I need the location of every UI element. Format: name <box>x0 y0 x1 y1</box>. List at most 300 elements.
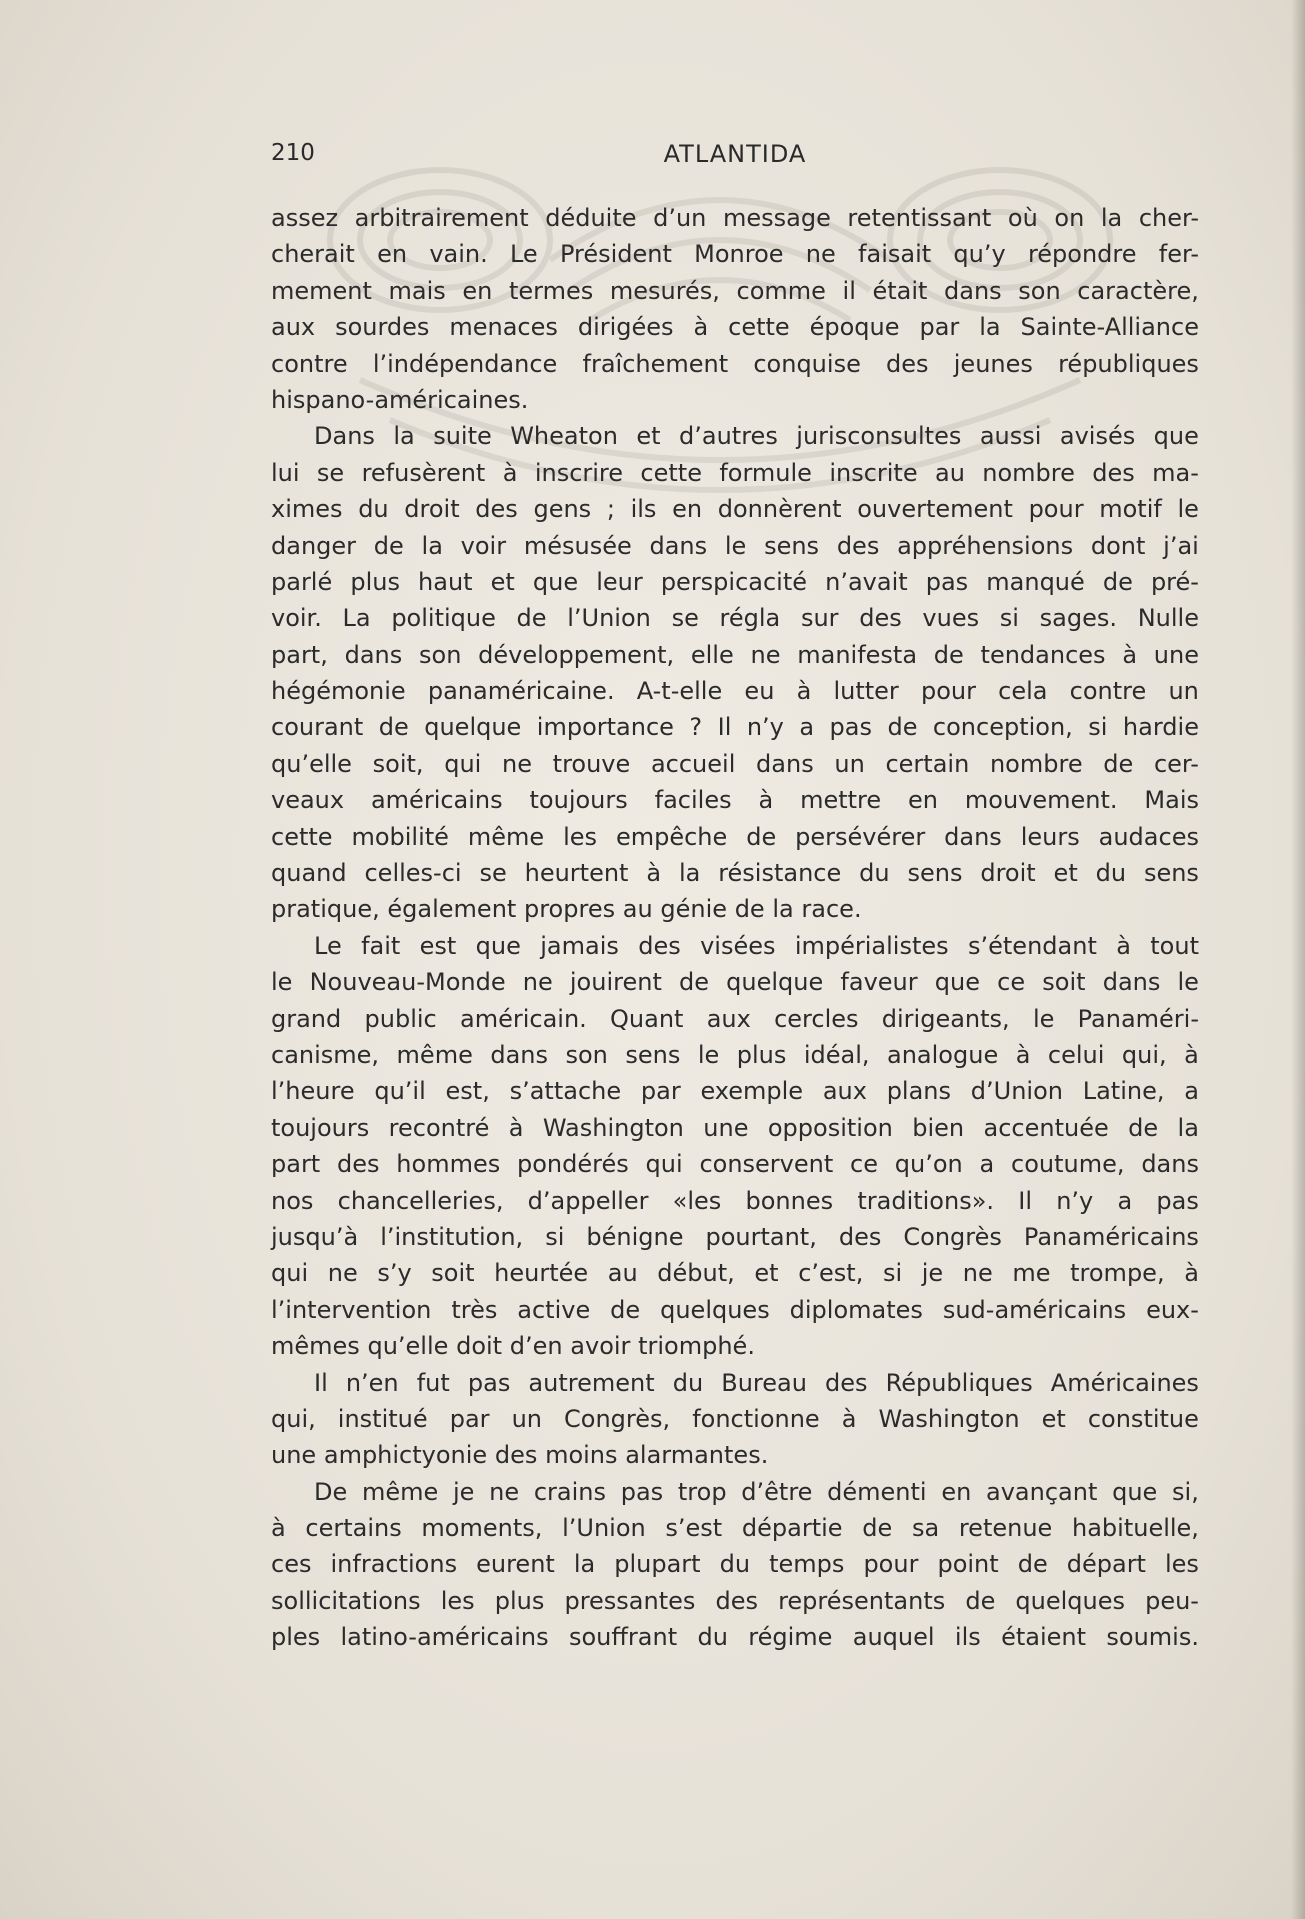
word: politique <box>391 604 496 633</box>
word: Il <box>717 713 732 742</box>
word: s’attache <box>509 1077 622 1106</box>
word: américain. <box>459 1004 587 1033</box>
word: crains <box>533 1477 606 1506</box>
word: conception, <box>932 713 1073 742</box>
word: si <box>999 604 1019 633</box>
word: au <box>607 1259 638 1288</box>
word: pratique, <box>271 895 380 924</box>
word: autrement <box>528 1368 655 1397</box>
word: sourdes <box>335 313 430 342</box>
word: refusèrent <box>361 458 486 487</box>
word: exemple <box>700 1077 804 1106</box>
word: accueil <box>650 749 736 778</box>
word: sens <box>1143 859 1199 888</box>
text-line <box>271 1219 1199 1255</box>
body-text <box>271 200 1199 1656</box>
word: danger <box>271 531 357 560</box>
word: début, <box>657 1259 735 1288</box>
word: ouvertement <box>857 495 1013 524</box>
word: fraîchement <box>582 349 729 378</box>
word: que <box>475 931 521 960</box>
word: eu <box>744 677 775 706</box>
word: pas <box>1156 1186 1199 1215</box>
word: répondre <box>1027 240 1137 269</box>
word: étaient <box>1001 1623 1087 1652</box>
word: empêche <box>615 822 728 851</box>
word: plans <box>886 1077 952 1106</box>
word: dans <box>649 531 708 560</box>
word: d’Union <box>970 1077 1063 1106</box>
word: plus <box>350 567 400 596</box>
word: pondérés <box>517 1150 629 1179</box>
word: de <box>734 895 765 924</box>
word: bénigne <box>586 1222 684 1251</box>
text-line <box>271 1146 1199 1182</box>
word: l’indépendance <box>372 349 558 378</box>
word: Républiques <box>885 1368 1033 1397</box>
word: il <box>842 276 856 305</box>
word: hispano-américaines. <box>271 385 529 414</box>
word: comme <box>736 276 826 305</box>
word: que <box>532 567 579 596</box>
word: la <box>1177 1113 1199 1142</box>
word: si <box>1088 713 1108 742</box>
word: perspicacité <box>660 567 808 596</box>
word: Président <box>559 240 672 269</box>
word: celui <box>1047 1040 1105 1069</box>
word: mettre <box>800 786 882 815</box>
word: fer- <box>1158 240 1199 269</box>
word: leurs <box>1020 822 1080 851</box>
word: quelque <box>726 968 824 997</box>
word: nos <box>271 1186 314 1215</box>
word: d’appeller <box>527 1186 649 1215</box>
word: cette <box>271 822 333 851</box>
word: Bureau <box>721 1368 807 1397</box>
word: de <box>1128 1113 1159 1142</box>
word: républiques <box>1058 349 1199 378</box>
word: d’autres <box>679 422 778 451</box>
word: époque <box>809 313 900 342</box>
word: les <box>1165 1550 1199 1579</box>
word: on <box>1054 204 1085 232</box>
page-number: 210 <box>271 140 315 166</box>
word: de <box>378 713 409 742</box>
word: c’est, <box>798 1259 864 1288</box>
word: audaces <box>1098 822 1199 851</box>
word: à <box>271 1514 286 1543</box>
word: race. <box>801 895 862 924</box>
word: mement <box>271 276 372 305</box>
word: départ <box>1066 1550 1146 1579</box>
word: plus <box>494 1586 545 1615</box>
word: de <box>679 968 710 997</box>
word: des <box>886 349 929 378</box>
word: public <box>364 1004 437 1033</box>
text-line <box>271 382 1199 418</box>
word: dirigées <box>577 313 674 342</box>
word: avançant <box>986 1477 1098 1506</box>
word: parlé <box>271 567 333 596</box>
word: La <box>342 604 371 633</box>
word: point <box>937 1550 999 1579</box>
word: contre <box>1069 677 1147 706</box>
word: Le <box>509 240 538 269</box>
word: qui <box>271 1259 309 1288</box>
text-line <box>271 746 1199 782</box>
word: retenue <box>958 1514 1053 1543</box>
word: en <box>908 786 939 815</box>
word: s’étendant <box>968 931 1097 960</box>
word: inscrite <box>829 458 918 487</box>
word: jeunes <box>953 349 1033 378</box>
word: des <box>825 1368 868 1397</box>
word: qu’il <box>374 1077 426 1106</box>
text-line <box>271 528 1199 564</box>
word: des <box>1092 458 1135 487</box>
word: des <box>494 1441 538 1470</box>
word: en <box>462 276 493 305</box>
word: n’en <box>345 1368 399 1397</box>
word: manifesta <box>797 640 918 669</box>
word: faciles <box>654 786 732 815</box>
word: sud-américains <box>942 1295 1127 1324</box>
word: a <box>799 713 815 742</box>
word: habituelle, <box>1072 1514 1199 1543</box>
word: analogue <box>887 1040 999 1069</box>
word: la <box>772 895 794 924</box>
word: sa <box>911 1514 940 1543</box>
word: un <box>834 749 865 778</box>
word: Wheaton <box>510 422 618 451</box>
word: vain. <box>429 240 488 269</box>
word: qu’elle <box>367 1332 449 1361</box>
word: son <box>419 640 462 669</box>
word: alarmantes. <box>625 1441 769 1470</box>
word: hommes <box>396 1150 501 1179</box>
word: Sainte-Alliance <box>1020 313 1199 342</box>
word: toujours <box>529 786 628 815</box>
word: ne <box>962 1259 993 1288</box>
word: eux- <box>1146 1295 1199 1324</box>
page-edge-shadow <box>1291 0 1305 1919</box>
word: la <box>393 422 415 451</box>
word: pas <box>829 713 872 742</box>
word: de <box>862 1514 893 1543</box>
word: de <box>373 531 404 560</box>
word: arbitrairement <box>354 204 529 232</box>
word: d’en <box>509 1332 563 1361</box>
word: cer- <box>1153 749 1199 778</box>
word: courant <box>271 713 364 742</box>
word: de <box>1102 567 1133 596</box>
word: à <box>841 1404 857 1433</box>
word: caractère, <box>1077 276 1199 305</box>
word: l’Union <box>562 1514 646 1543</box>
word: ples <box>271 1623 321 1652</box>
word: je <box>452 1477 475 1506</box>
word: l’Union <box>567 604 651 633</box>
word: sens <box>907 859 963 888</box>
word: Nulle <box>1137 604 1199 633</box>
word: chancelleries, <box>337 1186 504 1215</box>
word: et <box>490 567 515 596</box>
word: du <box>1095 859 1127 888</box>
word: des <box>337 1150 380 1179</box>
word: de <box>610 1295 641 1324</box>
word: panaméricaine. <box>427 677 615 706</box>
word: de <box>746 822 777 851</box>
word: génie <box>660 895 728 924</box>
word: le <box>697 1040 720 1069</box>
word: dans <box>944 822 1002 851</box>
word: d’un <box>653 204 707 232</box>
text-line <box>271 782 1199 818</box>
word: part <box>271 1150 321 1179</box>
word: sages. <box>1039 604 1117 633</box>
word: jurisconsultes <box>796 422 962 451</box>
word: des <box>715 1586 758 1615</box>
word: du <box>719 1550 751 1579</box>
text-line <box>271 1474 1199 1510</box>
word: trompe, <box>1070 1259 1165 1288</box>
word: tout <box>1150 931 1199 960</box>
running-head <box>271 140 1199 174</box>
word: veaux <box>271 786 345 815</box>
word: qu’on <box>894 1150 963 1179</box>
word: Quant <box>610 1004 684 1033</box>
text-line <box>271 1292 1199 1328</box>
word: trouve <box>552 749 631 778</box>
word: institué <box>337 1404 428 1433</box>
word: bien <box>912 1113 965 1142</box>
text-line <box>271 637 1199 673</box>
word: quelques <box>660 1295 770 1324</box>
text-line <box>271 964 1199 1000</box>
word: une <box>1153 640 1199 669</box>
word: inscrire <box>534 458 624 487</box>
word: infractions <box>330 1550 458 1579</box>
text-line <box>271 1510 1199 1546</box>
word: ne <box>750 640 781 669</box>
word: s’est <box>665 1514 723 1543</box>
word: régime <box>748 1623 833 1652</box>
text-line <box>271 455 1199 491</box>
word: dans <box>1141 1150 1199 1179</box>
word: représentants <box>778 1586 946 1615</box>
word: ne <box>489 1477 520 1506</box>
word: qui, <box>271 1404 316 1433</box>
word: hégémonie <box>271 677 406 706</box>
word: Mais <box>1144 786 1199 815</box>
word: trop <box>677 1477 727 1506</box>
word: des <box>475 495 518 524</box>
word: haut <box>418 567 473 596</box>
word: dans <box>490 1040 548 1069</box>
word: si <box>882 1259 903 1288</box>
word: de <box>965 1586 996 1615</box>
word: en <box>377 240 408 269</box>
word: coutume, <box>1011 1150 1125 1179</box>
word: même <box>396 1040 473 1069</box>
text-line <box>271 1110 1199 1146</box>
text-line <box>271 709 1199 745</box>
word: mais <box>388 276 446 305</box>
word: à <box>1184 1259 1199 1288</box>
word: cercles <box>774 1004 859 1033</box>
word: nombre <box>989 749 1083 778</box>
text-line <box>271 418 1199 454</box>
word: ne <box>522 968 553 997</box>
word: le <box>271 968 293 997</box>
word: traditions». <box>857 1186 995 1215</box>
word: et <box>1053 859 1078 888</box>
word: n’avait <box>825 567 908 596</box>
word: de <box>887 713 918 742</box>
word: même <box>467 822 545 851</box>
word: Monroe <box>694 240 784 269</box>
word: donnèrent <box>717 495 842 524</box>
word: heurtée <box>494 1259 589 1288</box>
word: hardie <box>1122 713 1199 742</box>
word: termes <box>508 276 594 305</box>
word: triomphé. <box>638 1332 755 1361</box>
word: appréhensions <box>897 531 1074 560</box>
word: pour <box>920 677 976 706</box>
word: du <box>672 1368 704 1397</box>
word: a <box>979 1150 995 1179</box>
word: suite <box>433 422 492 451</box>
word: une <box>703 1113 749 1142</box>
word: assez <box>271 204 339 232</box>
word: voir <box>460 531 507 560</box>
word: par <box>919 313 960 342</box>
word: vues <box>922 604 980 633</box>
word: moments, <box>421 1514 543 1543</box>
word: qu’elle <box>271 749 352 778</box>
word: en <box>941 1477 972 1506</box>
word: quelque <box>424 713 522 742</box>
word: un <box>511 1404 542 1433</box>
word: avoir <box>570 1332 631 1361</box>
word: de <box>516 604 547 633</box>
word: heurtent <box>524 859 629 888</box>
word: régla <box>719 604 781 633</box>
word: Congrès <box>903 1222 1002 1251</box>
word: plus <box>736 1040 787 1069</box>
word: lutter <box>833 677 899 706</box>
text-line <box>271 819 1199 855</box>
word: faveur <box>840 968 918 997</box>
word: mobilité <box>351 822 449 851</box>
word: son <box>565 1040 608 1069</box>
word: au <box>934 458 965 487</box>
word: gens <box>533 495 592 524</box>
word: à <box>646 859 662 888</box>
word: persévérer <box>795 822 926 851</box>
word: Le <box>314 931 342 960</box>
word: si, <box>1172 1477 1199 1506</box>
word: à <box>1116 931 1131 960</box>
word: je <box>921 1259 944 1288</box>
word: active <box>517 1295 591 1324</box>
word: qui <box>645 1150 683 1179</box>
word: départie <box>741 1514 843 1543</box>
word: pressantes <box>564 1586 696 1615</box>
word: doit <box>456 1332 503 1361</box>
word: la <box>1100 204 1123 232</box>
word: bonnes <box>745 1186 834 1215</box>
word: par <box>640 1077 681 1106</box>
word: a <box>1117 1186 1133 1215</box>
text-line <box>271 891 1199 927</box>
text-line <box>271 564 1199 600</box>
word: ne <box>502 749 532 778</box>
word: importance <box>536 713 674 742</box>
word: de <box>933 640 964 669</box>
word: résistance <box>718 859 842 888</box>
word: le <box>1177 968 1199 997</box>
word: des <box>836 531 880 560</box>
word: quelques <box>1015 1586 1125 1615</box>
word: ; <box>606 495 615 524</box>
word: les <box>440 1586 475 1615</box>
word: du <box>697 1623 728 1652</box>
word: cette <box>728 313 790 342</box>
word: à <box>796 677 812 706</box>
word: de <box>1103 749 1134 778</box>
word: part, <box>271 640 328 669</box>
word: Américaines <box>1050 1368 1199 1397</box>
word: et <box>1041 1404 1066 1433</box>
word: n’y <box>1056 1186 1094 1215</box>
text-line <box>271 491 1199 527</box>
word: aussi <box>979 422 1042 451</box>
word: ne <box>327 1259 358 1288</box>
word: pas <box>467 1368 511 1397</box>
word: américains <box>370 786 503 815</box>
word: eurent <box>476 1550 555 1579</box>
word: droit <box>980 859 1036 888</box>
word: Il <box>314 1368 328 1397</box>
word: ce <box>850 1150 879 1179</box>
word: sens <box>764 531 820 560</box>
word: l’heure <box>271 1077 355 1106</box>
word: cher- <box>1138 204 1199 232</box>
word: se <box>316 458 345 487</box>
word: une <box>271 1441 317 1470</box>
word: ils <box>954 1623 981 1652</box>
word: Washington <box>878 1404 1020 1433</box>
word: Dans <box>314 422 375 451</box>
word: lui <box>271 458 300 487</box>
word: Il <box>1018 1186 1032 1215</box>
word: propres <box>523 895 616 924</box>
word: est <box>419 931 457 960</box>
word: accentuée <box>983 1113 1109 1142</box>
word: la <box>421 531 443 560</box>
word: certains <box>305 1514 402 1543</box>
word: aux <box>822 1077 867 1106</box>
word: impérialistes <box>794 931 949 960</box>
word: message <box>722 204 831 232</box>
word: déduite <box>545 204 637 232</box>
word: que <box>1112 1477 1158 1506</box>
word: idéal, <box>803 1040 870 1069</box>
word: des <box>859 604 902 633</box>
word: s’y <box>377 1259 412 1288</box>
text-line <box>271 1328 1199 1364</box>
